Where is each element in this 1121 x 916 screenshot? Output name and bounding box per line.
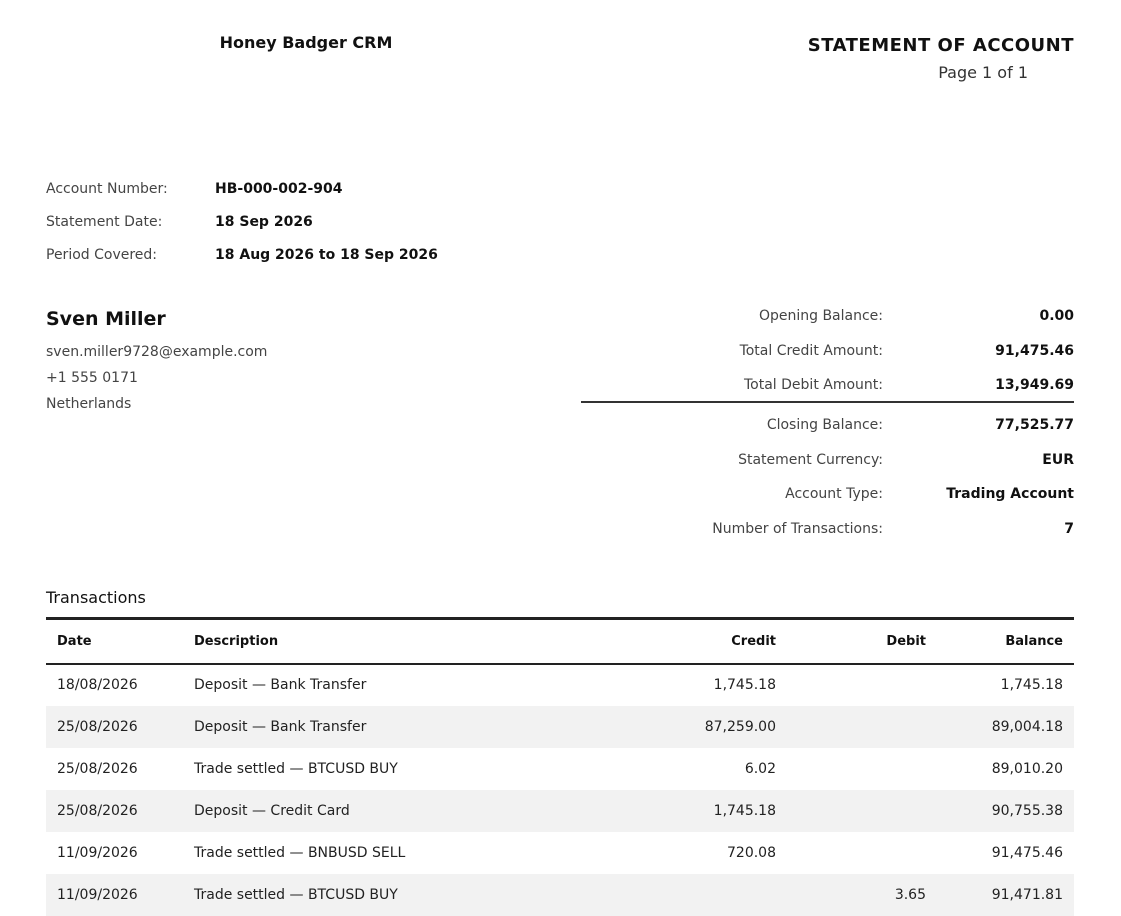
cell-credit: 720.08 [727,844,776,861]
total-debit-label: Total Debit Amount: [744,377,883,393]
cell-balance: 91,475.46 [991,844,1063,861]
column-header-balance: Balance [937,619,1074,664]
table-row [46,748,1074,790]
cell-date: 11/09/2026 [57,844,138,861]
transaction-count-value: 7 [1064,521,1074,537]
cell-balance: 89,010.20 [991,760,1063,777]
cell-debit [787,748,937,790]
cell-credit: 87,259.00 [704,718,776,735]
cell-credit [600,874,787,916]
cell-description: Deposit — Bank Transfer [194,677,367,693]
cell-debit [787,706,937,748]
statement-date-label: Statement Date: [46,214,163,230]
opening-balance-value: 0.00 [1039,308,1074,324]
table-row [46,832,1074,874]
cell-debit [787,664,937,706]
cell-description: Trade settled — BTCUSD BUY [194,886,398,903]
account-number-value: HB-000-002-904 [215,181,343,197]
cell-credit: 1,745.18 [713,802,776,819]
client-phone: +1 555 0171 [46,370,138,386]
cell-date: 18/08/2026 [57,677,138,693]
cell-balance: 89,004.18 [991,718,1063,735]
cell-balance: 90,755.38 [991,802,1063,819]
cell-description: Deposit — Bank Transfer [194,718,367,735]
account-number-label: Account Number: [46,181,168,197]
cell-balance: 1,745.18 [1000,677,1063,693]
statement-date-value: 18 Sep 2026 [215,214,313,230]
cell-balance: 91,471.81 [991,886,1063,903]
transaction-count-label: Number of Transactions: [712,521,883,537]
transactions-title: Transactions [46,588,146,607]
transactions-table [46,617,1074,916]
cell-debit [787,832,937,874]
summary-divider [581,401,1074,403]
cell-date: 25/08/2026 [57,760,138,777]
statement-currency-value: EUR [1042,452,1074,468]
statement-currency-label: Statement Currency: [738,452,883,468]
total-credit-label: Total Credit Amount: [739,343,883,359]
page-number: Page 1 of 1 [938,63,1028,82]
closing-balance-label: Closing Balance: [766,417,883,433]
column-header-debit: Debit [787,619,937,664]
cell-date: 11/09/2026 [57,886,138,903]
table-row [46,664,1074,706]
cell-debit: 3.65 [894,886,926,903]
client-country: Netherlands [46,396,132,412]
cell-credit: 6.02 [744,760,776,777]
total-debit-value: 13,949.69 [995,377,1074,393]
account-type-label: Account Type: [785,486,883,502]
closing-balance-value: 77,525.77 [995,417,1074,433]
client-name: Sven Miller [46,308,166,330]
cell-credit: 1,745.18 [713,677,776,693]
document-title: STATEMENT OF ACCOUNT [807,35,1074,56]
cell-description: Trade settled — BNBUSD SELL [194,844,406,861]
period-covered-value: 18 Aug 2026 to 18 Sep 2026 [215,247,438,263]
company-name: Honey Badger CRM [219,33,393,52]
cell-debit [787,790,937,832]
total-credit-value: 91,475.46 [995,343,1074,359]
column-header-credit: Credit [600,619,787,664]
account-type-value: Trading Account [946,486,1074,502]
opening-balance-label: Opening Balance: [758,308,883,324]
cell-description: Trade settled — BTCUSD BUY [194,760,398,777]
column-header-description: Description [183,619,600,664]
table-row [46,706,1074,748]
cell-description: Deposit — Credit Card [194,802,350,819]
table-header-row [46,619,1074,664]
period-covered-label: Period Covered: [46,247,158,263]
cell-date: 25/08/2026 [57,802,138,819]
client-email: sven.miller9728@example.com [46,344,268,360]
cell-date: 25/08/2026 [57,718,138,735]
table-row [46,790,1074,832]
table-row [46,874,1074,916]
column-header-date: Date [46,619,183,664]
